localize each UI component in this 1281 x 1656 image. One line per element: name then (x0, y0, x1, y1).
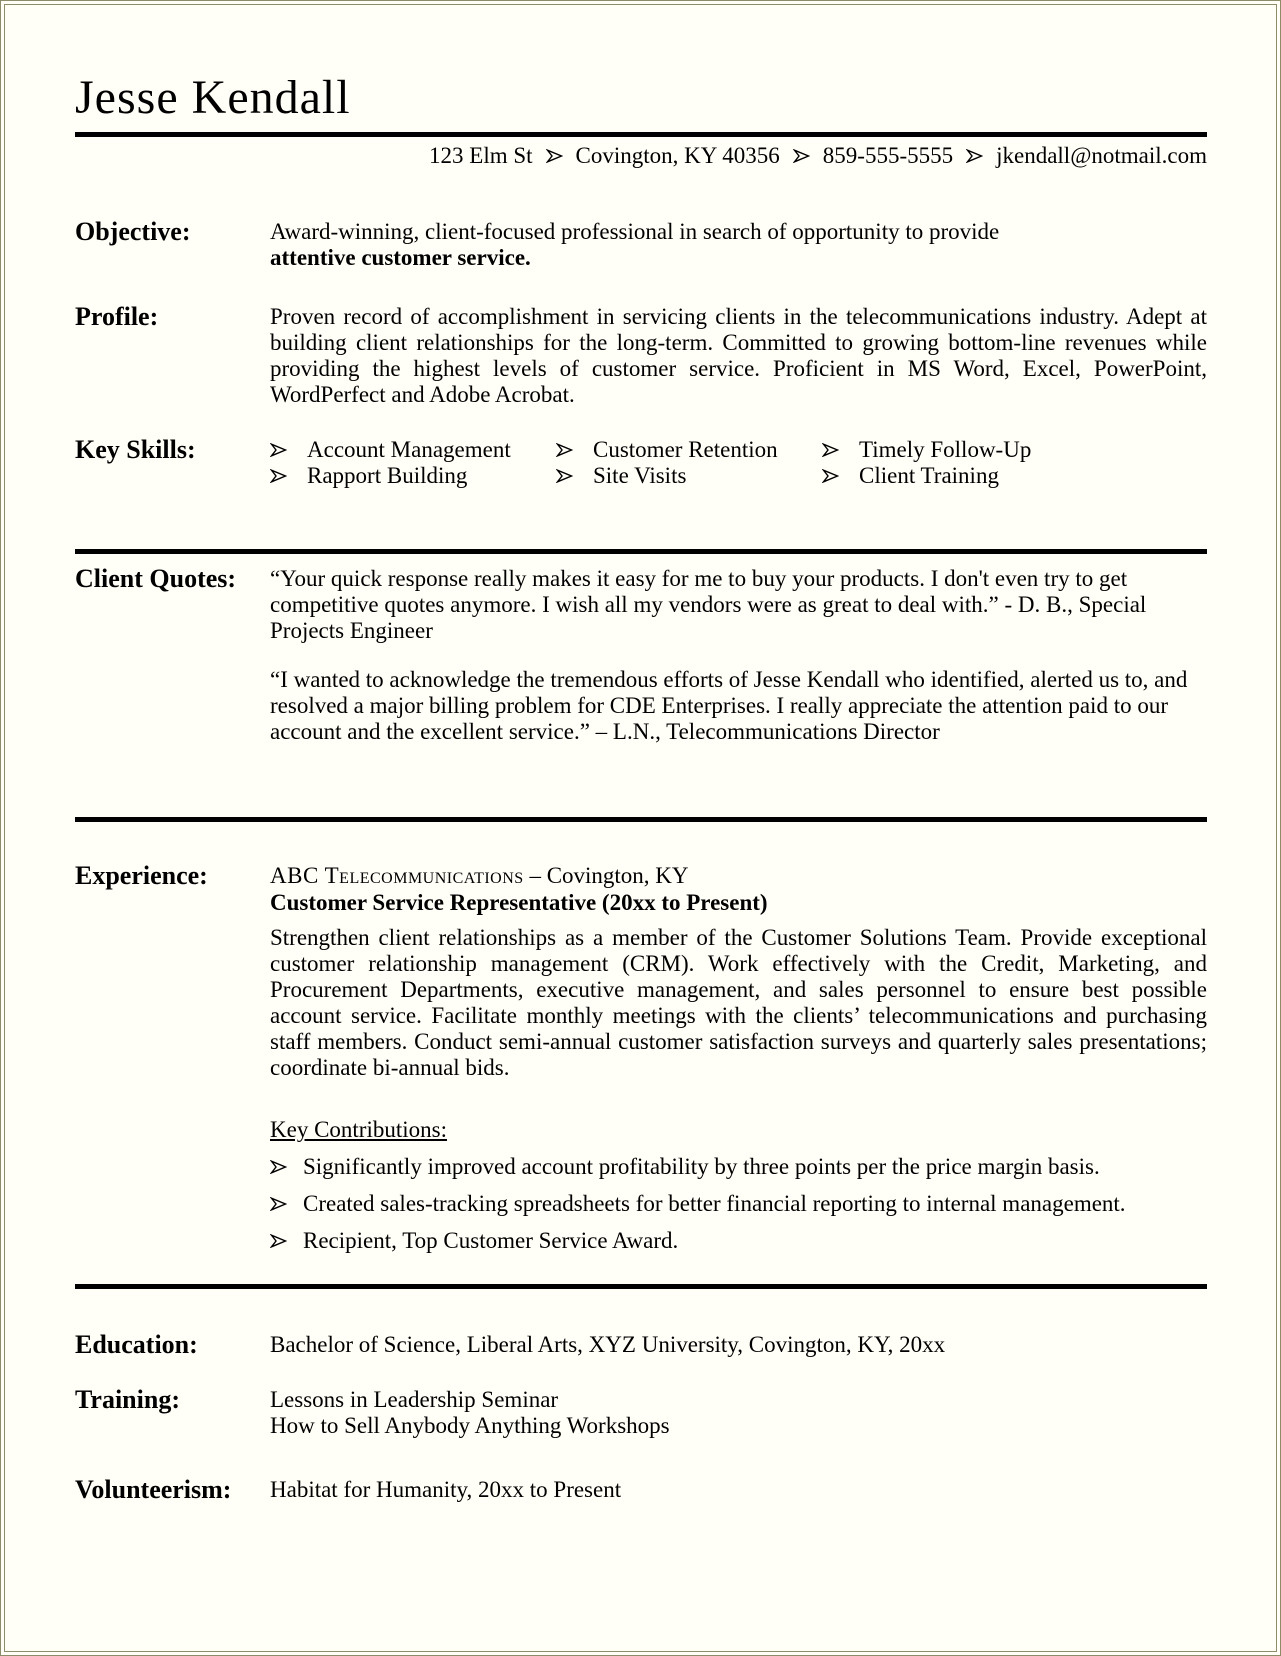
skill-item (270, 437, 556, 463)
contribution-text: Significantly improved account profitability by three points per the price margin basis. (303, 1154, 1100, 1179)
skill-label: Rapport Building (307, 463, 468, 488)
job-title: Customer Service Representative (20xx to Present) (270, 890, 768, 915)
client-quotes-label: Client Quotes: (75, 564, 237, 593)
arrowhead-right-icon (270, 1234, 287, 1248)
company-name: ABC Telecommunications (270, 863, 524, 888)
skill-item (556, 463, 822, 489)
skill-label: Timely Follow-Up (859, 437, 1032, 462)
skill-item (556, 437, 822, 463)
training-label: Training: (75, 1385, 180, 1414)
profile-text: Proven record of accomplishment in servicing clients in the telecommunications industry. Adept at building client relationships for the long-term. Committed to growing bottom-line revenues while providing the highest levels of customer service. Proficient in MS Word, Excel, PowerPoint, WordPerfect and Adobe Acrobat. (270, 304, 1207, 407)
skill-label: Site Visits (593, 463, 687, 488)
training-item: Lessons in Leadership Seminar (270, 1387, 559, 1412)
section-training (75, 1387, 1207, 1439)
skill-label: Client Training (859, 463, 999, 488)
section-divider (75, 549, 1207, 554)
objective-label: Objective: (75, 217, 191, 246)
contribution-item (270, 1154, 1207, 1180)
contribution-text: Created sales-tracking spreadsheets for better financial reporting to internal management. (303, 1191, 1126, 1216)
arrowhead-right-icon (546, 149, 563, 163)
objective-text-normal: Award-winning, client-focused professional in search of opportunity to provide (270, 219, 1000, 244)
contribution-text: Recipient, Top Customer Service Award. (303, 1228, 679, 1253)
arrowhead-right-icon (270, 1160, 287, 1174)
arrowhead-right-icon (556, 469, 573, 483)
contact-line (75, 143, 1207, 169)
section-divider (75, 1284, 1207, 1289)
contact-address: 123 Elm St (429, 143, 533, 168)
arrowhead-right-icon (793, 149, 810, 163)
objective-text (270, 219, 1207, 271)
company-line (270, 863, 1207, 889)
arrowhead-right-icon (270, 469, 287, 483)
key-skills-grid (270, 437, 1207, 489)
section-experience (75, 863, 1207, 1254)
training-body (270, 1387, 1207, 1439)
experience-body (270, 863, 1207, 1254)
profile-label: Profile: (75, 302, 159, 331)
key-contributions-heading: Key Contributions: (270, 1117, 447, 1142)
section-volunteerism (75, 1477, 1207, 1503)
skills-column-1 (270, 437, 556, 489)
skill-item (822, 437, 1207, 463)
education-label: Education: (75, 1330, 198, 1359)
training-item: How to Sell Anybody Anything Workshops (270, 1413, 670, 1438)
arrowhead-right-icon (270, 1197, 287, 1211)
skill-item (270, 463, 556, 489)
header-rule (75, 132, 1207, 137)
contact-city: Covington, KY 40356 (575, 143, 780, 168)
key-skills-label: Key Skills: (75, 435, 196, 464)
job-summary: Strengthen client relationships as a member of the Customer Solutions Team. Provide exceptional customer relationship management (CRM). Work effectively with the Credit, Marketing, and Procurement Departments, executive management, and sales personnel to ensure best possible account service. Facilitate monthly meetings with the clients’ telecommunications and purchasing staff members. Conduct semi-annual customer satisfaction surveys and quarterly sales presentations; coordinate bi-annual bids. (270, 925, 1207, 1080)
client-quote: “Your quick response really makes it easy for me to buy your products. I don't even try to get competitive quotes anymore. I wish all my vendors were as great to deal with.” - D. B., Special Projects Engineer (270, 566, 1147, 643)
candidate-name: Jesse Kendall (75, 71, 351, 124)
volunteerism-text: Habitat for Humanity, 20xx to Present (270, 1477, 622, 1502)
contact-phone: 859-555-5555 (822, 143, 954, 168)
client-quote: “I wanted to acknowledge the tremendous efforts of Jesse Kendall who identified, alerted us to, and resolved a major billing problem for CDE Enterprises. I really appreciate the attention paid to our account and the excellent service.” – L.N., Telecommunications Director (270, 667, 1188, 744)
objective-text-bold: attentive customer service. (270, 245, 531, 270)
arrowhead-right-icon (556, 443, 573, 457)
contribution-item (270, 1191, 1207, 1217)
section-key-skills (75, 437, 1207, 489)
section-client-quotes (75, 566, 1207, 745)
section-divider (75, 817, 1207, 822)
volunteerism-label: Volunteerism: (75, 1475, 232, 1504)
section-profile (75, 304, 1207, 408)
section-objective (75, 219, 1207, 271)
arrowhead-right-icon (270, 443, 287, 457)
skills-column-3 (822, 437, 1207, 489)
arrowhead-right-icon (822, 443, 839, 457)
key-contributions-list (270, 1154, 1207, 1254)
arrowhead-right-icon (822, 469, 839, 483)
education-text: Bachelor of Science, Liberal Arts, XYZ University, Covington, KY, 20xx (270, 1332, 946, 1357)
skills-column-2 (556, 437, 822, 489)
section-education (75, 1332, 1207, 1358)
skill-item (822, 463, 1207, 489)
client-quotes-body (270, 566, 1207, 745)
company-location: – Covington, KY (523, 863, 689, 888)
experience-label: Experience: (75, 861, 208, 890)
contact-email: jkendall@notmail.com (996, 143, 1207, 168)
contribution-item (270, 1228, 1207, 1254)
arrowhead-right-icon (966, 149, 983, 163)
skill-label: Customer Retention (593, 437, 778, 462)
header (75, 72, 1207, 169)
skill-label: Account Management (307, 437, 511, 462)
